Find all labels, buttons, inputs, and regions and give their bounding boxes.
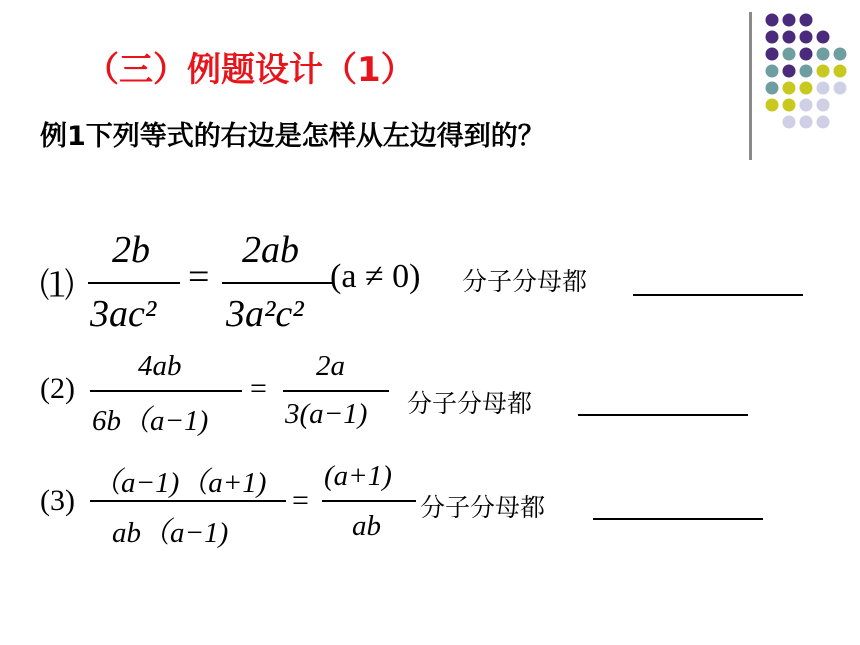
equation-2-lhs-denominator: 6b（a−1) [92,405,209,437]
equation-3-rhs-fraction-bar [322,500,416,502]
equation-3-lhs-denominator: ab（a−1) [112,517,229,549]
equation-2-equals: = [250,372,267,405]
equation-3-lhs-fraction-bar [90,500,286,502]
equation-3-rhs-denominator: ab [352,510,381,542]
equation-1-rhs-numerator: 2ab [242,229,299,271]
equation-1-label: ⑴ [40,268,74,305]
equation-1-equals: = [188,256,210,298]
equation-3-lhs-numerator: （a−1)（a+1) [92,467,267,499]
question-text: 例1下列等式的右边是怎样从左边得到的？ [40,121,545,152]
equation-1-lhs-denominator: 3ac² [90,293,157,335]
slide-title: （三）例题设计（1） [85,50,415,90]
equation-2-prompt: 分子分母都 [407,389,533,418]
equation-1-rhs-denominator: 3a²c² [226,293,304,335]
equation-3-prompt: 分子分母都 [420,493,546,522]
equation-3-answer-blank[interactable] [593,518,763,520]
equation-2-rhs-numerator: 2a [316,350,345,382]
equation-2-label: (2) [40,372,75,405]
equation-3-rhs-numerator: (a+1) [324,460,392,492]
equation-3-label: (3) [40,484,75,517]
equation-1-prompt: 分子分母都 [462,267,588,296]
equation-2-rhs-denominator: 3(a−1) [285,398,368,430]
equation-1-condition: (a ≠ 0) [330,258,421,295]
equation-3-equals: = [292,484,309,517]
equation-1-lhs-numerator: 2b [112,229,150,271]
equation-2-lhs-numerator: 4ab [138,350,182,382]
